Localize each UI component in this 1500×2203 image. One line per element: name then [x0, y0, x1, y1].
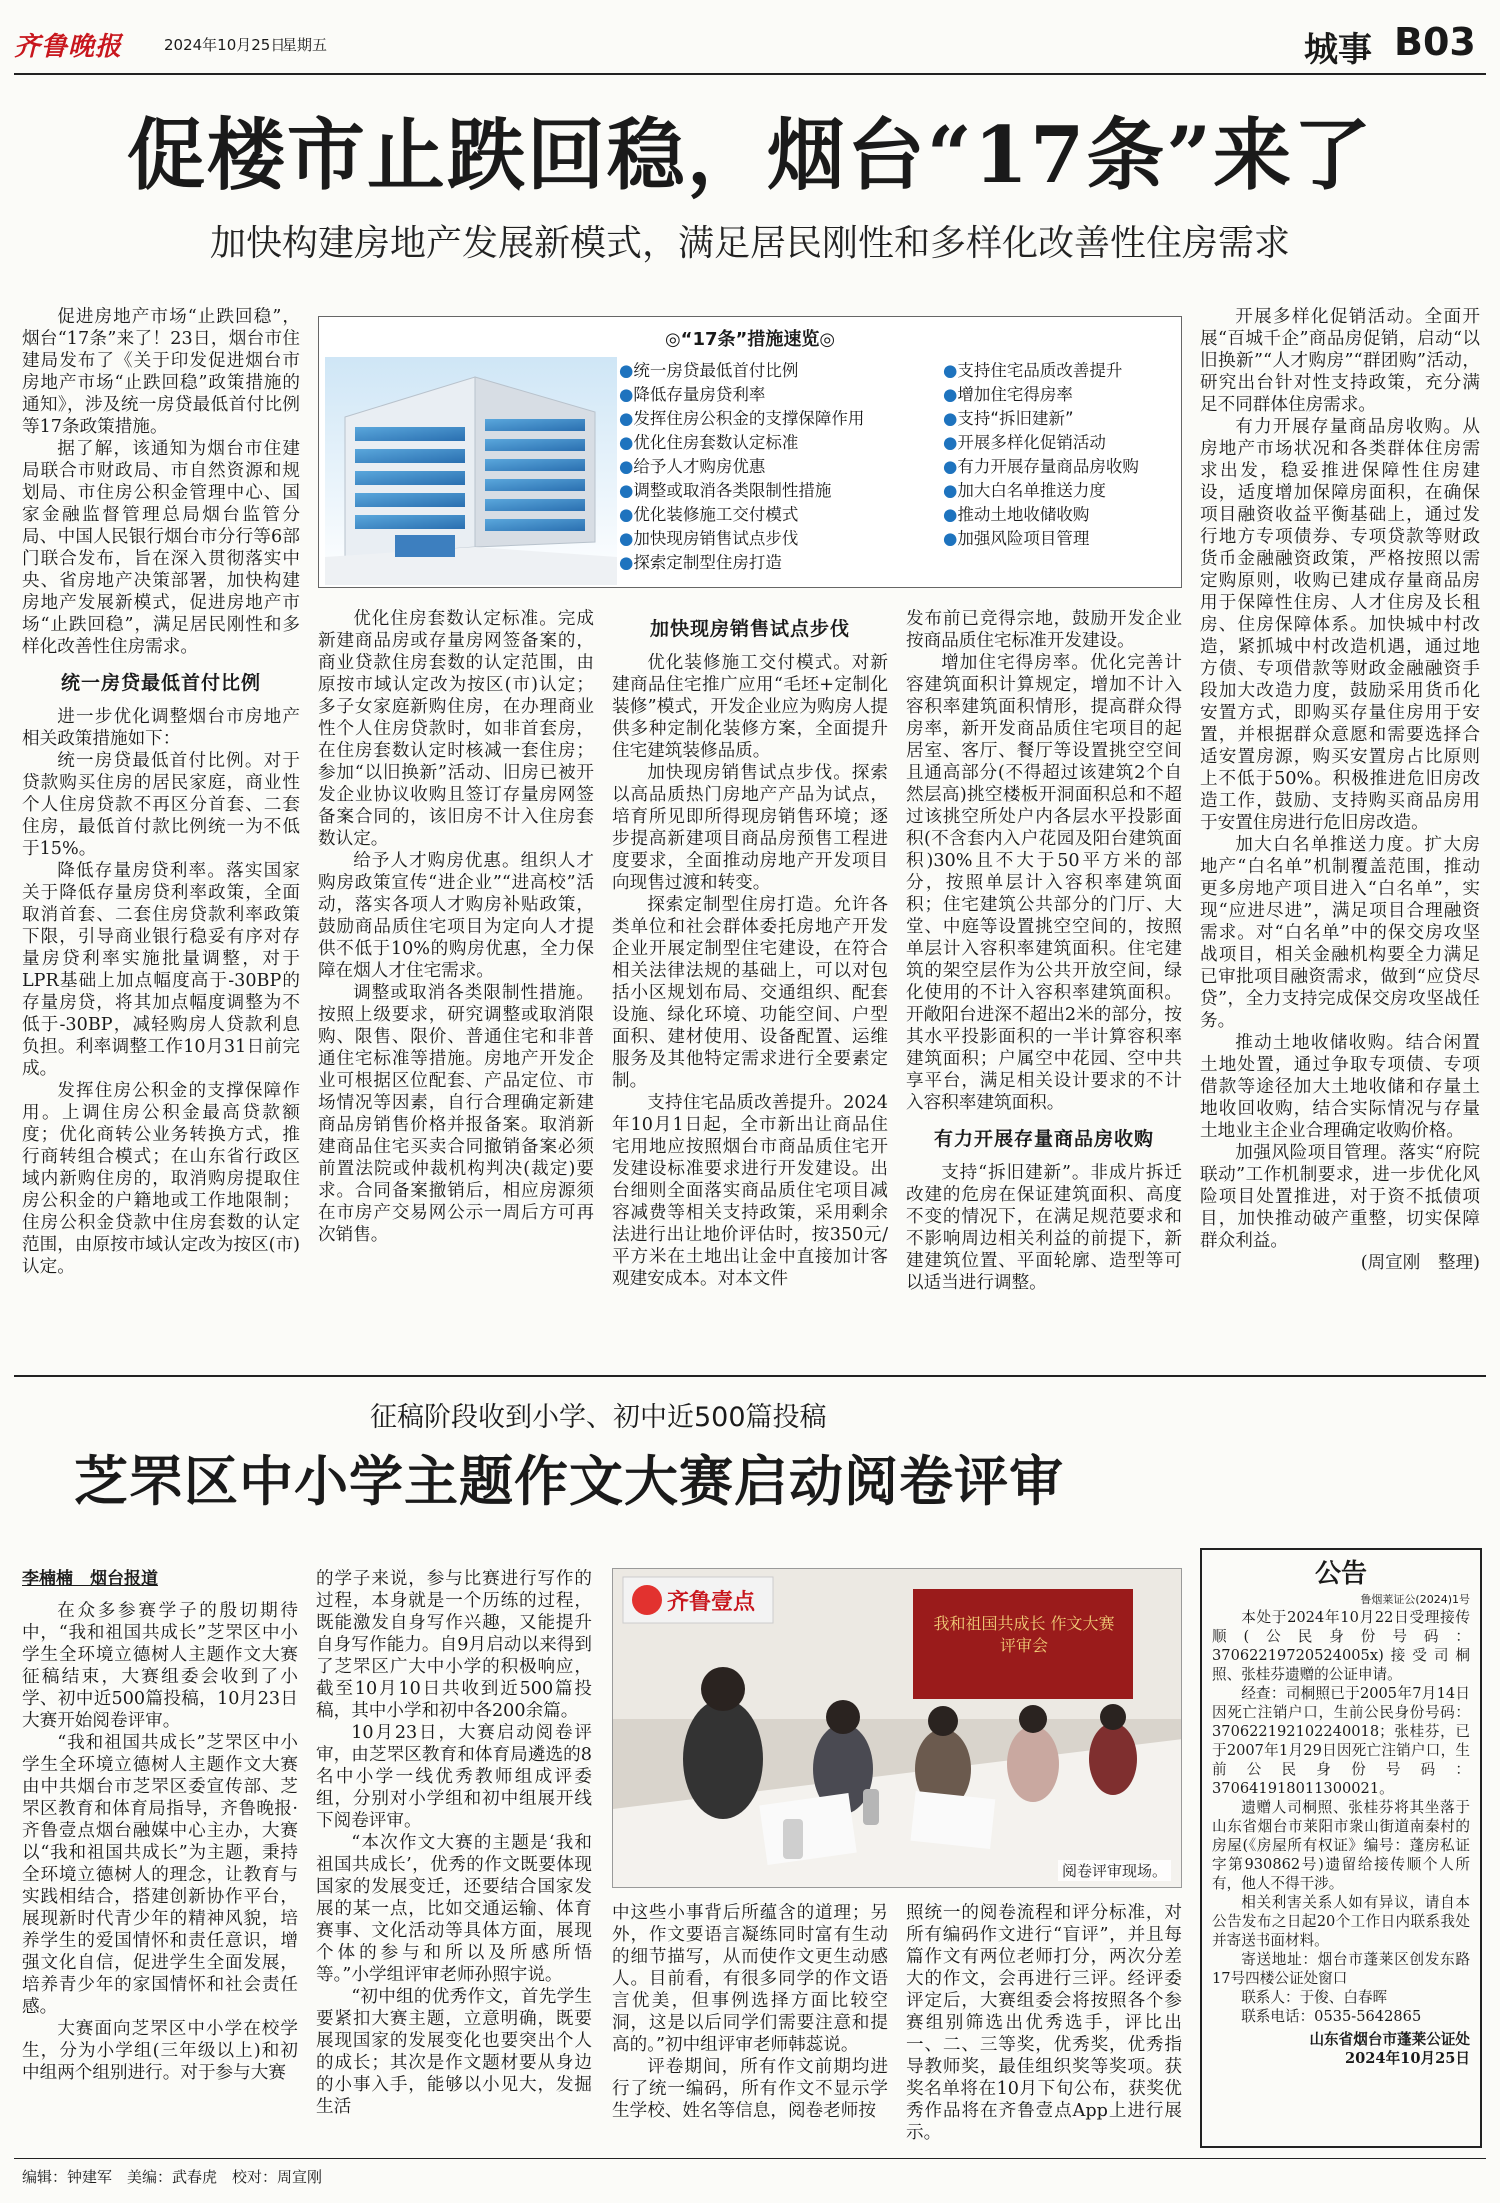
- measures-list-left: [619, 359, 899, 575]
- paragraph: 推动土地收储收购。结合闲置土地处置，通过争取专项债、专项借款等途径加大土地收储和存量土地收回收购，结合实际情况与存量土地业主企业合理确定收购价格。: [1200, 1033, 1480, 1141]
- measure-item: ●探索定制型住房打造: [619, 553, 782, 572]
- newspaper-logo: 齐鲁晚报: [14, 32, 123, 62]
- article2-byline: 李楠楠 烟台报道: [22, 1569, 158, 1589]
- measure-item: ●支持“拆旧建新”: [943, 409, 1074, 428]
- paragraph: 统一房贷最低首付比例。对于贷款购买住房的居民家庭，商业性个人住房贷款不再区分首套、二套住房，最低首付款比例统一为不低于15%。: [22, 751, 300, 859]
- notice-title: 公告: [1314, 1559, 1367, 1589]
- paragraph: 探索定制型住房打造。允许各类单位和社会群体委托房地产开发企业开展定制型住宅建设，在符合相关法律法规的基础上，可以对包括小区规划布局、交通组织、配套设施、绿化环境、功能空间、户型面积、建材使用、设备配置、运维服务及其他特定需求进行全要素定制。: [612, 895, 888, 1091]
- measures-list-right: [943, 359, 1179, 551]
- measures-box: [318, 316, 1182, 588]
- notice-paragraph: 联系人：于俊、白春晖: [1241, 1989, 1388, 2006]
- paragraph: “初中组的优秀作文，首先学生要紧扣大赛主题，立意明确，既要展现国家的发展变化也要突出个人的成长；其次是作文题材要从身边的小事入手，能够以小见大，发掘生活: [316, 1987, 592, 2117]
- notice-paragraph: 经查：司桐照已于2005年7月14日因死亡注销户口，生前公民身份号码：370622192102240018；张桂芬，已于2007年1月29日因死亡注销户口，生前公民身份号码：370641918011300021。: [1212, 1685, 1470, 1797]
- article2-column-2: [316, 1568, 592, 2146]
- measure-item: ●增加住宅得房率: [943, 385, 1073, 404]
- paragraph: 优化装修施工交付模式。对新建商品住宅推广应用“毛坯+定制化装修”模式，开发企业应为购房人提供多种定制化装修方案，全面提升住宅建筑装修品质。: [612, 653, 888, 761]
- paragraph: 加快现房销售试点步伐。探索以高品质热门房地产产品为试点，培育所见即所得现房销售环境；逐步提高新建项目商品房预售工程进度要求，全面推动房地产开发项目向现售过渡和转变。: [612, 763, 888, 893]
- article1-headline: 促楼市止跌回稳，烟台“17条”来了: [126, 110, 1374, 201]
- measure-item: ●支持住宅品质改善提升: [943, 361, 1123, 380]
- masthead-rule: [14, 73, 1486, 75]
- paragraph: 大赛面向芝罘区中小学在校学生，分为小学组(三年级以上)和初中组两个组别进行。对于参与大赛: [22, 2019, 298, 2083]
- paragraph: 的学子来说，参与比赛进行写作的过程，本身就是一个历练的过程，既能激发自身写作兴趣，又能提升自身写作能力。自9月启动以来得到了芝罘区广大中小学的积极响应，截至10月10日共收到近500篇投稿，其中小学和初中各200余篇。: [316, 1569, 592, 1721]
- measure-item: ●开展多样化促销活动: [943, 433, 1106, 452]
- paragraph: “本次作文大赛的主题是‘我和祖国共成长’，优秀的作文既要体现国家的发展变迁，还要结合国家发展的某一点，比如交通运输、体育赛事、文化活动等具体方面，展现个体的参与和所以及所感所悟等。”小学组评审老师孙照宇说。: [316, 1833, 592, 1985]
- article1-column-5: [1200, 306, 1480, 1358]
- article1-column-1: [22, 306, 300, 1356]
- paragraph: 支持“拆旧建新”。非成片拆迁改建的危房在保证建筑面积、高度不变的情况下，在满足规范要求和不影响周边相关利益的前提下，新建建筑位置、平面轮廓、造型等可以适当进行调整。: [906, 1163, 1182, 1293]
- measure-item: ●优化装修施工交付模式: [619, 505, 799, 524]
- photo-banner-text: 齐鲁壹点: [667, 1590, 756, 1615]
- footer-credits: 编辑：钟建军 美编：武春虎 校对：周宣刚: [22, 2168, 323, 2186]
- notice-date: 2024年10月25日: [1344, 2050, 1470, 2067]
- page-number: B03: [1394, 20, 1476, 64]
- article1-column-4: [906, 608, 1182, 1358]
- measure-item: ●统一房贷最低首付比例: [619, 361, 799, 380]
- section-heading: 加快现房销售试点步伐: [649, 618, 850, 640]
- notice-paragraph: 遗赠人司桐照、张桂芬将其坐落于山东省烟台市莱阳市衆山街道南秦村的房屋(《房屋所有权证》编号：蓬房私证字第930862号)遗留给接传顺个人所有，他人不得干涉。: [1212, 1799, 1470, 1892]
- article2-column-3: [612, 1902, 888, 2146]
- article2-kicker: 征稿阶段收到小学、初中近500篇投稿: [370, 1402, 827, 1433]
- review-photo: [612, 1568, 1182, 1888]
- section-heading: 有力开展存量商品房收购: [933, 1128, 1154, 1150]
- article2-headline: 芝罘区中小学主题作文大赛启动阅卷评审: [74, 1449, 1064, 1513]
- paragraph: 发挥住房公积金的支撑保障作用。上调住房公积金最高贷款额度；优化商转公业务转换方式，推行商转组合模式；在山东省行政区域内新购住房的，取消购房提取住房公积金的户籍地或工作地限制；住房公积金贷款中住房套数的认定范围，由原按市域认定改为按区(市)认定。: [22, 1081, 300, 1277]
- section-heading: 统一房贷最低首付比例: [60, 672, 261, 694]
- paragraph: 增加住宅得房率。优化完善计容建筑面积计算规定，增加不计入容积率建筑面积情形，提高群众得房率，新开发商品质住宅项目的起居室、客厅、餐厅等设置挑空空间且通高部分(不得超过该建筑2个自然层高)挑空楼板开洞面积总和不超过该挑空所处户内各层水平投影面积(不含套内入户花园及阳台建筑面积)30%且不大于50平方米的部分，按照单层计入容积率建筑面积；住宅建筑公共部分的门厅、大堂、中庭等设置挑空空间的，按照单层计入容积率建筑面积。住宅建筑的架空层作为公共开放空间，绿化使用的不计入容积率建筑面积。开敞阳台进深不超出2米的部分，按其水平投影面积的一半计算容积率建筑面积；户属空中花园、空中共享平台，满足相关设计要求的不计入容积率建筑面积。: [906, 653, 1182, 1113]
- issue-date: 2024年10月25日: [164, 36, 286, 54]
- photo-screen-text: 我和祖国共成长 作文大赛评审会: [933, 1614, 1115, 1655]
- paragraph: 评卷期间，所有作文前期均进行了统一编码，所有作文不显示学生学校、姓名等信息，阅卷老师按: [612, 2057, 888, 2121]
- paragraph: 促进房地产市场“止跌回稳”，烟台“17条”来了！23日，烟台市住建局发布了《关于印发促进烟台市房地产市场“止跌回稳”政策措施的通知》，涉及统一房贷最低首付比例等17条政策措施。: [22, 307, 300, 437]
- paragraph: 发布前已竞得宗地，鼓励开发企业按商品质住宅标准开发建设。: [906, 609, 1182, 651]
- photo-caption: 阅卷评审现场。: [1058, 1860, 1171, 1881]
- notice-box: [1200, 1548, 1482, 2148]
- notice-paragraph: 联系电话：0535-5642865: [1241, 2008, 1422, 2025]
- paragraph: 有力开展存量商品房收购。从房地产市场状况和各类群体住房需求出发，稳妥推进保障性住房建设，适度增加保障房面积，在确保项目融资收益平衡基础上，通过发行地方专项债券、专项贷款等财政货币金融融资政策，严格按照以需定购原则，收购已建成存量商品房用于保障性住房、人才住房及长租房、住房保障体系。加快城中村改造，紧抓城中村改造机遇，通过地方债、专项借款等财政金融融资手段加大改造力度，鼓励采用货币化安置方式，即购买存量住房用于安置，并根据群众意愿和需要选择合适安置房源，购买安置房占比原则上不低于50%。积极推进危旧房改造工作，鼓励、支持购买商品房用于安置住房进行危旧房改造。: [1200, 417, 1480, 833]
- paragraph: 加大白名单推送力度。扩大房地产“白名单”机制覆盖范围，推动更多房地产项目进入“白名单”，实现“应进尽进”，满足项目合理融资需求。对“白名单”中的保交房攻坚战项目，相关金融机构要全力满足已审批项目融资需求，做到“应贷尽贷”，全力支持完成保交房攻坚战任务。: [1200, 835, 1480, 1031]
- measure-item: ●加快现房销售试点步伐: [619, 529, 799, 548]
- article2-column-4: [906, 1902, 1182, 2146]
- paragraph: “我和祖国共成长”芝罘区中小学生全环境立德树人主题作文大赛由中共烟台市芝罘区委宣传部、芝罘区教育和体育局指导，齐鲁晚报·齐鲁壹点烟台融媒中心主办，大赛以“我和祖国共成长”为主题，秉持全环境立德树人的理念，让教育与实践相结合，搭建创新协作平台，展现新时代青少年的精神风貌，培养学生的爱国情怀和责任意识，增强文化自信，促进学生全面发展，培养青少年的家国情怀和社会责任感。: [22, 1733, 298, 2017]
- paragraph: 加强风险项目管理。落实“府院联动”工作机制要求，进一步优化风险项目处置推进，对于资不抵债项目，加快推动破产重整，切实保障群众利益。: [1200, 1143, 1480, 1251]
- measure-item: ●推动土地收储收购: [943, 505, 1090, 524]
- article2-column-1: [22, 1568, 298, 2146]
- paragraph: 中这些小事背后所蕴含的道理；另外，作文要语言凝练同时富有生动的细节描写，从而使作文更生动感人。目前看，有很多同学的作文语言优美，但事例选择方面比较空洞，这是以后同学们需要注意和提高的。”初中组评审老师韩蕊说。: [612, 1903, 888, 2055]
- paragraph: 进一步优化调整烟台市房地产相关政策措施如下：: [22, 707, 300, 749]
- notice-paragraph: 本处于2024年10月22日受理接传顺(公民身份号码：37062219720524005x)接受司桐照、张桂芬遗赠的公证申请。: [1212, 1609, 1470, 1683]
- paragraph: 优化住房套数认定标准。完成新建商品房或存量房网签备案的，商业贷款住房套数的认定范围，由原按市域认定改为按区(市)认定；多子女家庭新购住房，在办理商业性个人住房贷款时，如非首套房，在住房套数认定时核减一套住房；参加“以旧换新”活动、旧房已被开发企业协议收购且签订存量房网签备案合同的，该旧房不计入住房套数认定。: [318, 609, 594, 849]
- paragraph: 给予人才购房优惠。组织人才购房政策宣传“进企业”“进高校”活动，落实各项人才购房补贴政策，鼓励商品质住宅项目为定向人才提供不低于10%的购房优惠，全力保障在烟人才住宅需求。: [318, 851, 594, 981]
- measures-box-title: ◎“17条”措施速览◎: [664, 329, 836, 350]
- paragraph: 开展多样化促销活动。全面开展“百城千企”商品房促销，启动“以旧换新”“人才购房”“群团购”活动，研究出台针对性支持政策，充分满足不同群体住房需求。: [1200, 307, 1480, 415]
- paragraph: 调整或取消各类限制性措施。按照上级要求，研究调整或取消限购、限售、限价、普通住宅和非普通住宅标准等措施。房地产开发企业可根据区位配套、产品定位、市场情况等因素，自行合理确定新建商品房销售价格并报备案。取消新建商品住宅买卖合同撤销备案必须前置法院或仲裁机构判决(裁定)要求。合同备案撤销后，相应房源须在市房产交易网公示一周后方可再次销售。: [318, 983, 594, 1245]
- paragraph: 在众多参赛学子的殷切期待中，“我和祖国共成长”芝罘区中小学生全环境立德树人主题作文大赛征稿结束，大赛组委会收到了小学、初中近500篇投稿，10月23日大赛开始阅卷评审。: [22, 1601, 298, 1731]
- paragraph: 10月23日，大赛启动阅卷评审，由芝罘区教育和体育局遴选的8名中小学一线优秀教师组成评委组，分别对小学组和初中组展开线下阅卷评审。: [316, 1723, 592, 1831]
- paragraph: 照统一的阅卷流程和评分标准，对所有编码作文进行“盲评”，并且每篇作文有两位老师打分，两次分差大的作文，会再进行三评。经评委评定后，大赛组委会将按照各个参赛组别筛选出优秀选手，评比出一、二、三等奖，优秀奖，优秀指导教师奖，最佳组织奖等奖项。获奖名单将在10月下旬公布，获奖优秀作品将在齐鲁壹点App上进行展示。: [906, 1903, 1182, 2143]
- measure-item: ●给予人才购房优惠: [619, 457, 766, 476]
- notice-signature: 山东省烟台市蓬莱公证处: [1309, 2031, 1470, 2048]
- measure-item: ●调整或取消各类限制性措施: [619, 481, 832, 500]
- measure-item: ●加强风险项目管理: [943, 529, 1090, 548]
- measure-item: ●降低存量房贷利率: [619, 385, 766, 404]
- measure-item: ●加大白名单推送力度: [943, 481, 1106, 500]
- footer-rule: [14, 2158, 1486, 2159]
- article1-column-3: [612, 608, 888, 1358]
- measure-item: ●有力开展存量商品房收购: [943, 457, 1139, 476]
- issue-weekday: 星期五: [282, 36, 328, 54]
- paragraph: 降低存量房贷利率。落实国家关于降低存量房贷利率政策，全面取消首套、二套住房贷款利率政策下限，引导商业银行稳妥有序对存量房贷利率实施批量调整，对于LPR基础上加点幅度高于-30BP的存量房贷，将其加点幅度调整为不低于-30BP，减轻购房人贷款利息负担。利率调整工作10月31日前完成。: [22, 861, 300, 1079]
- article1-signature: (周宣刚 整理): [1360, 1253, 1480, 1273]
- building-illustration: [325, 357, 617, 585]
- article-divider: [14, 1375, 1486, 1377]
- section-name: 城事: [1304, 30, 1372, 70]
- notice-reference: 鲁烟莱证公(2024)1号: [1360, 1593, 1470, 1606]
- paragraph: 支持住宅品质改善提升。2024年10月1日起，全市新出让商品住宅用地应按照烟台市商品质住宅开发建设标准要求进行开发建设。出台细则全面落实商品质住宅项目减容减费等相关支持政策，采用剩余法进行出让地价评估时，按350元/平方米在土地出让金中直接加计客观建安成本。对本文件: [612, 1093, 888, 1289]
- measure-item: ●发挥住房公积金的支撑保障作用: [619, 409, 865, 428]
- paragraph: 据了解，该通知为烟台市住建局联合市财政局、市自然资源和规划局、市住房公积金管理中心、国家金融监督管理总局烟台监管分局、中国人民银行烟台市分行等6部门联合发布，旨在深入贯彻落实中央、省房地产决策部署，加快构建房地产发展新模式，促进房地产市场“止跌回稳”，满足居民刚性和多样化改善性住房需求。: [22, 439, 300, 657]
- notice-paragraph: 相关利害关系人如有异议，请自本公告发布之日起20个工作日内联系我处并寄送书面材料。: [1212, 1894, 1470, 1949]
- article1-subheadline: 加快构建房地产发展新模式，满足居民刚性和多样化改善性住房需求: [209, 223, 1290, 264]
- notice-paragraph: 寄送地址：烟台市蓬莱区创发东路17号四楼公证处窗口: [1212, 1951, 1470, 1987]
- article1-column-2: [318, 608, 594, 1358]
- masthead: [14, 18, 1486, 72]
- measure-item: ●优化住房套数认定标准: [619, 433, 799, 452]
